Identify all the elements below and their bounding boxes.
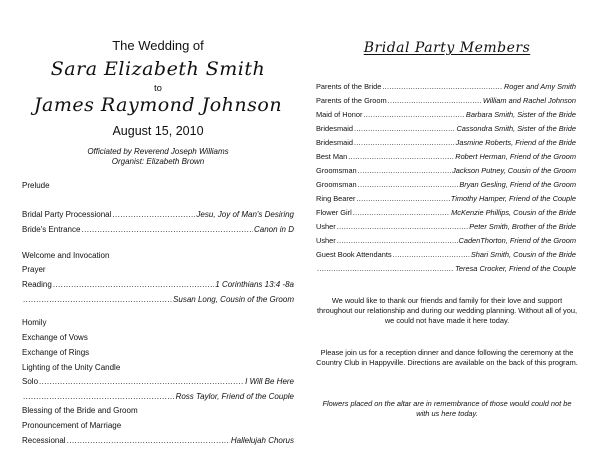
leader-dots — [67, 436, 230, 446]
member-role: Parents of the Bride — [316, 82, 382, 91]
bride-name: Sara Elizabeth Smith — [50, 58, 266, 80]
bridal-party-heading — [306, 40, 588, 56]
leader-dots — [354, 124, 455, 134]
solo-row — [22, 377, 294, 387]
vows-item: Exchange of Vows — [22, 333, 88, 342]
processional-label: Bridal Party Processional — [22, 210, 112, 219]
leader-dots — [388, 96, 482, 106]
homily-item: Homily — [22, 318, 47, 327]
member-row — [316, 82, 576, 92]
flowers-paragraph: Flowers placed on the altar are in remembrance of those would could not be with us here today. — [322, 399, 572, 418]
member-name: Jackson Putney, Cousin of the Groom — [452, 166, 576, 175]
member-role: Groomsman — [316, 180, 357, 189]
member-role: Bridesmaid — [316, 138, 353, 147]
member-row — [316, 96, 576, 106]
officiant-line: Officiated by Reverend Joseph Williams — [87, 147, 229, 156]
leader-dots — [382, 82, 503, 92]
processional-value: Jesu, Joy of Man's Desiring — [196, 210, 294, 219]
reader-row — [22, 295, 294, 305]
wedding-date: August 15, 2010 — [112, 124, 204, 138]
rings-item: Exchange of Rings — [22, 348, 90, 357]
member-name: Peter Smith, Brother of the Bride — [469, 222, 576, 231]
member-row — [316, 194, 576, 204]
solo-value: I Will Be Here — [245, 377, 294, 386]
member-name: Bryan Gesling, Friend of the Groom — [459, 180, 576, 189]
singer-value: Ross Taylor, Friend of the Couple — [175, 392, 294, 401]
to-label: to — [154, 83, 162, 94]
member-role: Groomsman — [316, 166, 357, 175]
member-row — [316, 152, 576, 162]
member-role: Maid of Honor — [316, 110, 363, 119]
member-name: Timothy Hamper, Friend of the Couple — [450, 194, 576, 203]
leader-dots — [348, 152, 454, 162]
reader-value: Susan Long, Cousin of the Groom — [173, 295, 294, 304]
member-name: McKenzie Phillips, Cousin of the Bride — [451, 208, 576, 217]
member-name: Robert Herman, Friend of the Groom — [455, 152, 576, 161]
leader-dots — [337, 236, 458, 246]
member-row — [316, 250, 576, 260]
member-row — [316, 166, 576, 176]
leader-dots — [112, 210, 195, 220]
singer-row — [22, 392, 294, 402]
leader-dots — [81, 225, 253, 235]
leader-dots — [337, 222, 468, 232]
member-name: Barbara Smith, Sister of the Bride — [465, 110, 576, 119]
pronouncement-item: Pronouncement of Marriage — [22, 421, 122, 430]
member-name: William and Rachel Johnson — [482, 96, 576, 105]
leader-dots — [353, 208, 450, 218]
member-row — [316, 180, 576, 190]
leader-dots — [356, 194, 449, 204]
member-row — [316, 110, 576, 120]
member-row — [316, 124, 576, 134]
member-role: Bridesmaid — [316, 124, 353, 133]
member-row — [316, 208, 576, 218]
member-role: Usher — [316, 222, 336, 231]
leader-dots — [358, 180, 459, 190]
member-row — [316, 138, 576, 148]
reading-row — [22, 280, 294, 290]
brides-entrance-label: Bride's Entrance — [22, 225, 81, 234]
reception-paragraph: Please join us for a reception dinner and dance following the ceremony at the Country Club in Happyville. Directions are available on the back of this program. — [316, 348, 578, 367]
bridal-party-heading-text: Bridal Party Members — [363, 40, 531, 56]
prelude-item: Prelude — [22, 181, 50, 190]
recessional-label: Recessional — [22, 436, 66, 445]
member-row — [316, 236, 576, 246]
thanks-paragraph: We would like to thank our friends and family for their love and support throughout our relationship and during our wedding planning. Without all of you, we could not have made it here today. — [316, 296, 578, 325]
brides-entrance-row — [22, 225, 294, 235]
member-role: Parents of the Groom — [316, 96, 387, 105]
leader-dots — [317, 264, 454, 274]
leader-dots — [354, 138, 455, 148]
reading-value: 1 Corinthians 13:4 -8a — [215, 280, 294, 289]
solo-label: Solo — [22, 377, 39, 386]
leader-dots — [53, 280, 214, 290]
member-name: Jasmine Roberts, Friend of the Bride — [455, 138, 576, 147]
leader-dots — [393, 250, 470, 260]
groom-name: James Raymond Johnson — [33, 94, 283, 116]
blessing-item: Blessing of the Bride and Groom — [22, 406, 138, 415]
leader-dots — [39, 377, 244, 387]
prayer-item: Prayer — [22, 265, 46, 274]
member-name: Roger and Amy Smith — [503, 82, 576, 91]
leader-dots — [23, 295, 172, 305]
member-role: Ring Bearer — [316, 194, 356, 203]
welcome-item: Welcome and Invocation — [22, 251, 110, 260]
organist-line: Organist: Elizabeth Brown — [111, 157, 205, 166]
member-role: Usher — [316, 236, 336, 245]
processional-row — [22, 210, 294, 220]
recessional-row — [22, 436, 294, 446]
member-name: Shari Smith, Cousin of the Bride — [470, 250, 576, 259]
reading-label: Reading — [22, 280, 52, 289]
member-row — [316, 222, 576, 232]
member-row — [316, 264, 576, 274]
recessional-value: Hallelujah Chorus — [230, 436, 294, 445]
member-role: Guest Book Attendants — [316, 250, 392, 259]
member-name: CadenThorton, Friend of the Groom — [458, 236, 576, 245]
program-title: The Wedding of — [112, 38, 204, 53]
member-name: Cassondra Smith, Sister of the Bride — [456, 124, 576, 133]
member-role: Best Man — [316, 152, 348, 161]
member-name: Teresa Crocker, Friend of the Couple — [455, 264, 576, 273]
leader-dots — [358, 166, 451, 176]
leader-dots — [363, 110, 464, 120]
brides-entrance-value: Canon in D — [253, 225, 294, 234]
unity-candle-item: Lighting of the Unity Candle — [22, 363, 121, 372]
officiant-block — [22, 147, 294, 167]
member-role: Flower Girl — [316, 208, 352, 217]
leader-dots — [23, 392, 175, 402]
